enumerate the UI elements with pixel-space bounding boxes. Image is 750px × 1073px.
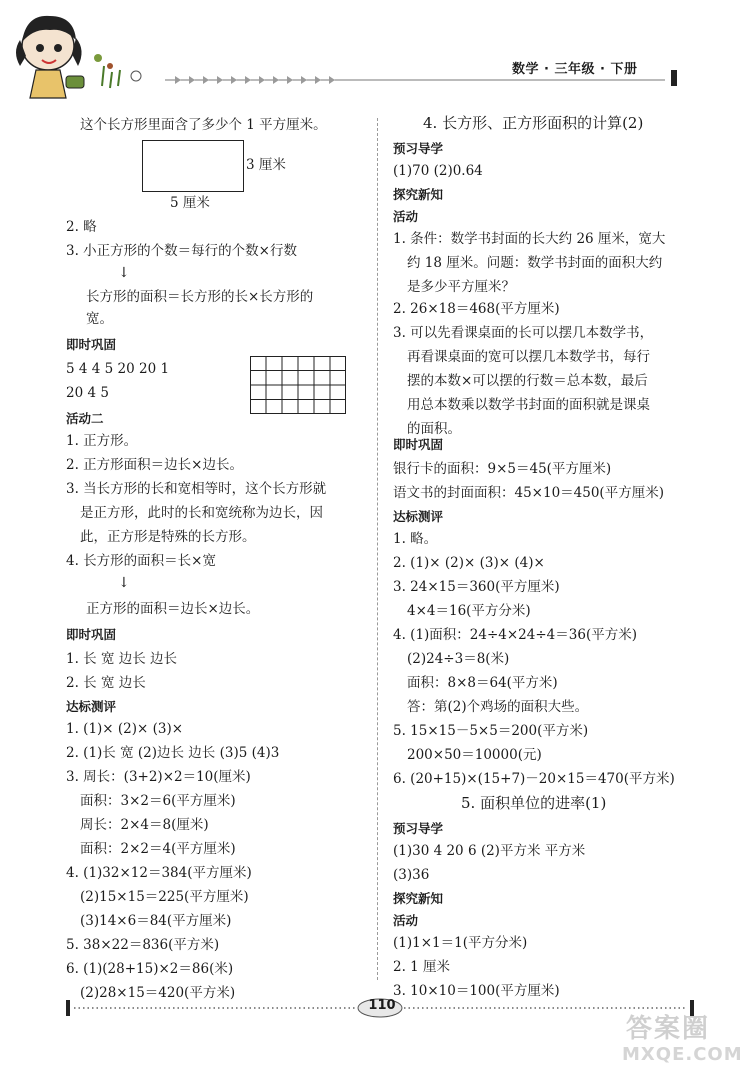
numbers-line-2: 20 4 5 <box>66 385 109 401</box>
rect-height-label: 3 厘米 <box>246 157 286 173</box>
test-item-6-line1: 6. (1)(28+15)×2＝86(米) <box>66 961 234 977</box>
test-item-3-line2: 4×4＝16(平方分米) <box>407 603 531 619</box>
page-number: 110 <box>368 998 396 1013</box>
explore-item-1-line3: 是多少平方厘米？ <box>407 279 515 295</box>
heading-yuxi-2: 预习导学 <box>393 821 444 836</box>
heading-jishi: 即时巩固 <box>393 437 444 452</box>
preview-answers-2-line2: (3)36 <box>393 867 430 883</box>
explore-item-3-line1: 3. 可以先看课桌面的长可以摆几本数学书， <box>393 325 654 341</box>
explore-item-1-line1: 1. 条件：数学书封面的长大约 26 厘米，宽大 <box>393 231 666 247</box>
answer-item-3: 3. 小正方形的个数＝每行的个数×行数 <box>66 243 297 259</box>
test-item-1: 1. 略。 <box>393 531 438 547</box>
watermark-logo-text: 答案圈 <box>626 1014 711 1044</box>
test-item-4-line2: (2)15×15＝225(平方厘米) <box>80 889 249 905</box>
test-item-2: 2. (1)长 宽 (2)边长 边长 (3)5 (4)3 <box>66 745 280 761</box>
explore-item-3-line3: 摆的本数×可以摆的行数＝总本数，最后 <box>407 373 648 389</box>
activity-item-4: 4. 长方形的面积＝长×宽 <box>66 553 216 569</box>
activity-item-3-line1: 3. 当长方形的长和宽相等时，这个长方形就 <box>66 481 327 497</box>
heading-huodong: 活动 <box>393 209 419 224</box>
test-item-3-line1: 3. 24×15＝360(平方厘米) <box>393 579 560 595</box>
test-item-3-line2: 面积：3×2＝6(平方厘米) <box>80 793 236 809</box>
activity-item-2: 2. 正方形面积＝边长×边长。 <box>66 457 243 473</box>
answer-item-2: 2. 略 <box>66 219 97 235</box>
down-arrow-icon: ↓ <box>118 265 130 281</box>
subject-title: 数学 · 三年级 · 下册 <box>512 62 638 77</box>
preview-answers-2-line1: (1)30 4 20 6 (2)平方米 平方米 <box>393 843 586 859</box>
page-header <box>0 0 750 110</box>
activity-item-1: 1. 正方形。 <box>66 433 138 449</box>
intro-text: 这个长方形里面含了多少个 1 平方厘米。 <box>80 117 327 133</box>
test-item-1: 1. (1)× (2)× (3)× <box>66 721 184 737</box>
consolidation-item-1: 1. 长 宽 边长 边长 <box>66 651 178 667</box>
section-4-title: 4. 长方形、正方形面积的计算(2) <box>423 114 644 132</box>
explore-item-3-line2: 再看课桌面的宽可以摆几本数学书，每行 <box>407 349 650 365</box>
explore-item-3-line5: 的面积。 <box>407 421 461 437</box>
test-item-3-line3: 周长：2×4＝8(厘米) <box>80 817 209 833</box>
test-item-4-answer: 答：第(2)个鸡场的面积大些。 <box>407 699 589 715</box>
heading-jishi-2: 即时巩固 <box>66 627 117 642</box>
activity-item-3-line2: 是正方形，此时的长和宽统称为边长，因 <box>80 505 323 521</box>
consolidation-bank-card: 银行卡的面积：9×5＝45(平方厘米) <box>393 461 612 477</box>
watermark-url-text: MXQE.COM <box>622 1044 743 1065</box>
item3-formula-line2: 宽。 <box>86 311 113 327</box>
test-item-3-line1: 3. 周长：(3+2)×2＝10(厘米) <box>66 769 251 785</box>
test-item-4-line1: 4. (1)32×12＝384(平方厘米) <box>66 865 252 881</box>
test-item-4-line1: 4. (1)面积：24÷4×24÷4＝36(平方米) <box>393 627 637 643</box>
test-item-4-line2: (2)24÷3＝8(米) <box>407 651 510 667</box>
preview-answers: (1)70 (2)0.64 <box>393 163 483 179</box>
item3-formula-line1: 长方形的面积＝长方形的长×长方形的 <box>86 289 314 305</box>
column-divider <box>377 118 378 980</box>
heading-jishi-1: 即时巩固 <box>66 337 117 352</box>
header-decorative-rule <box>165 68 685 86</box>
test-item-5-line1: 5. 15×15－5×5＝200(平方米) <box>393 723 589 739</box>
numbers-line-1: 5 4 4 5 20 20 1 <box>66 361 170 377</box>
test-item-5-line2: 200×50＝10000(元) <box>407 747 542 763</box>
rectangle-figure <box>142 140 244 192</box>
heading-tanjiu-2: 探究新知 <box>393 891 444 906</box>
test-item-6: 6. (20+15)×(15+7)－20×15＝470(平方米) <box>393 771 675 787</box>
test-item-2: 2. (1)× (2)× (3)× (4)× <box>393 555 545 571</box>
heading-yuxi: 预习导学 <box>393 141 444 156</box>
consolidation-book-cover: 语文书的封面面积：45×10＝450(平方厘米) <box>393 485 664 501</box>
section-5-title: 5. 面积单位的进率(1) <box>461 794 607 812</box>
explore2-item-2: 2. 1 厘米 <box>393 959 451 975</box>
explore2-item-1: (1)1×1＝1(平方分米) <box>393 935 528 951</box>
heading-huodong-2: 活动 <box>393 913 419 928</box>
explore-item-2: 2. 26×18＝468(平方厘米) <box>393 301 560 317</box>
explore-item-3-line4: 用总本数乘以数学书封面的面积就是课桌 <box>407 397 650 413</box>
square-grid-figure <box>250 356 346 414</box>
test-item-6-line2: (2)28×15＝420(平方米) <box>80 985 236 1001</box>
heading-dabiao: 达标测评 <box>66 699 117 714</box>
consolidation-item-2: 2. 长 宽 边长 <box>66 675 146 691</box>
heading-dabiao: 达标测评 <box>393 509 444 524</box>
activity-item-4-formula: 正方形的面积＝边长×边长。 <box>86 601 260 617</box>
heading-tanjiu: 探究新知 <box>393 187 444 202</box>
test-item-4-line3: (3)14×6＝84(平方厘米) <box>80 913 232 929</box>
explore-item-1-line2: 约 18 厘米。问题：数学书封面的面积大约 <box>407 255 663 271</box>
rect-width-label: 5 厘米 <box>170 195 210 211</box>
test-item-4-line3: 面积：8×8＝64(平方米) <box>407 675 558 691</box>
down-arrow-icon: ↓ <box>118 575 130 591</box>
test-item-5: 5. 38×22＝836(平方米) <box>66 937 220 953</box>
heading-huodong-2: 活动二 <box>66 411 104 426</box>
cartoon-girl-icon <box>6 6 156 106</box>
activity-item-3-line3: 此，正方形是特殊的长方形。 <box>80 529 256 545</box>
test-item-3-line4: 面积：2×2＝4(平方厘米) <box>80 841 236 857</box>
explore2-item-3: 3. 10×10＝100(平方厘米) <box>393 983 560 999</box>
